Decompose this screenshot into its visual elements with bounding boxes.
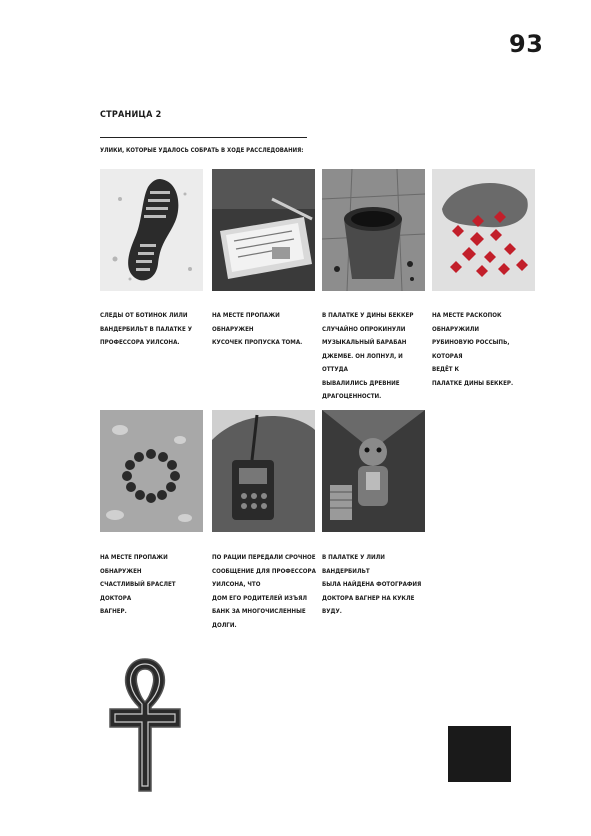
clue-caption-7: В ПАЛАТКЕ У ЛИЛИ ВАНДЕРБИЛЬТ БЫЛА НАЙДЕНА ФОТОГРАФИЯ ДОКТОРА ВАГНЕР НА КУКЛЕ ВУДУ. — [322, 554, 422, 615]
clue-caption-1: СЛЕДЫ ОТ БОТИНОК ЛИЛИ ВАНДЕРБИЛЬТ В ПАЛАТКЕ У ПРОФЕССОРА УИЛСОНА. — [100, 312, 193, 346]
page-number: 93 — [509, 30, 544, 58]
bracelet-icon — [100, 410, 203, 532]
divider — [100, 137, 307, 138]
drum-icon — [322, 169, 425, 291]
pass-papers-icon — [212, 169, 315, 291]
radio-icon — [212, 410, 315, 532]
ankh-icon — [104, 655, 186, 795]
clue-caption-3: В ПАЛАТКЕ У ДИНЫ БЕККЕР СЛУЧАЙНО ОПРОКИНУЛИ МУЗЫКАЛЬНЫЙ БАРАБАН ДЖЕМБЕ. ОН ЛОПНУЛ, И ОТТУДА ВЫВАЛИЛИСЬ ДРЕВНИЕ ДРАГОЦЕННОСТИ. — [322, 312, 414, 400]
clue-caption-4: НА МЕСТЕ РАСКОПОК ОБНАРУЖИЛИ РУБИНОВУЮ РОССЫПЬ, КОТОРАЯ ВЕДЁТ К ПАЛАТКЕ ДИНЫ БЕККЕР. — [432, 312, 514, 387]
clue-caption-2: НА МЕСТЕ ПРОПАЖИ ОБНАРУЖЕН КУСОЧЕК ПРОПУСКА ТОМА. — [212, 312, 303, 346]
voodoo-doll-icon — [322, 410, 425, 532]
boot-print-icon — [100, 169, 203, 291]
clue-caption-5: НА МЕСТЕ ПРОПАЖИ ОБНАРУЖЕН СЧАСТЛИВЫЙ БРАСЛЕТ ДОКТОРА ВАГНЕР. — [100, 554, 176, 615]
page-title: СТРАНИЦА 2 — [100, 110, 162, 120]
intro-text: УЛИКИ, КОТОРЫЕ УДАЛОСЬ СОБРАТЬ В ХОДЕ РАССЛЕДОВАНИЯ: — [100, 147, 304, 154]
black-square — [448, 726, 511, 782]
clue-caption-6: ПО РАЦИИ ПЕРЕДАЛИ СРОЧНОЕ СООБЩЕНИЕ ДЛЯ ПРОФЕССОРА УИЛСОНА, ЧТО ДОМ ЕГО РОДИТЕЛЕЙ ИЗЪЯЛ БАНК ЗА МНОГОЧИСЛЕННЫЕ ДОЛГИ. — [212, 554, 316, 629]
ruby-bag-icon — [432, 169, 535, 291]
